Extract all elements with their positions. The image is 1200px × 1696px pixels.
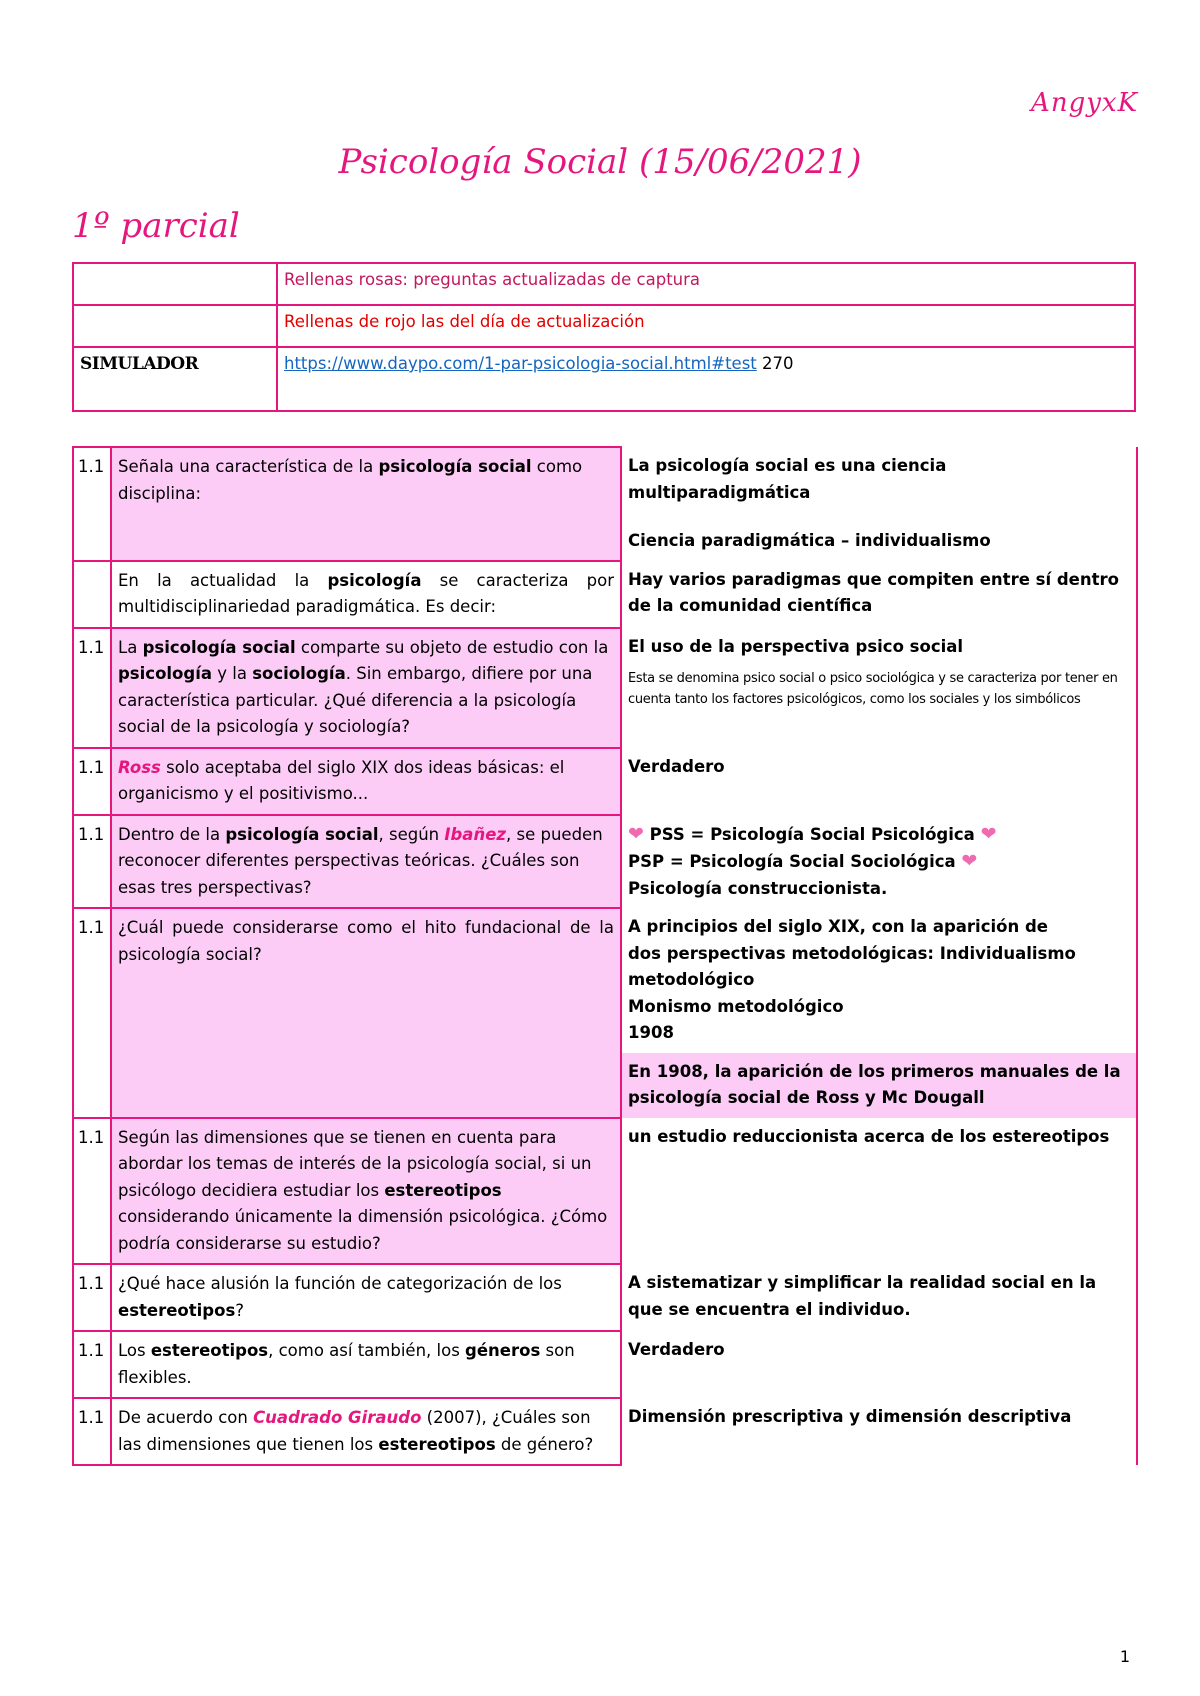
- table-row: [73, 447, 1137, 561]
- questions-table: [72, 446, 1138, 1466]
- heart-icon: ❤: [961, 850, 978, 872]
- page-number: 1: [1119, 1647, 1130, 1666]
- question-cell: Según las dimensiones que se tienen en cuenta para abordar los temas de interés de la psicología social, si un psicólogo decidiera estudiar los estereotipos considerando únicamente la dimensión psicológica. ¿Cómo podría considerarse su estudio?: [111, 1118, 621, 1265]
- question-cell: Ross solo aceptaba del siglo XIX dos ideas básicas: el organicismo y el positivismo...: [111, 748, 621, 815]
- table-row: [73, 628, 1137, 748]
- row-number: 1.1: [73, 748, 111, 815]
- answer-cell: Hay varios paradigmas que compiten entre sí dentro de la comunidad científica: [621, 561, 1137, 628]
- answer-cell: Verdadero: [621, 748, 1137, 815]
- table-row: [73, 1118, 1137, 1265]
- table-row: [73, 908, 1137, 1053]
- question-cell: La psicología social comparte su objeto de estudio con la psicología y la sociología. Sin embargo, difiere por una característica particular. ¿Qué diferencia a la psicología social de la psicología y sociología?: [111, 628, 621, 748]
- question-cell: Los estereotipos, como así también, los géneros son flexibles.: [111, 1331, 621, 1398]
- answer-cell: ❤ PSS = Psicología Social Psicológica ❤ PSP = Psicología Social Sociológica ❤ Psicología construccionista.: [621, 815, 1137, 909]
- question-cell: Dentro de la psicología social, según Ibañez, se pueden reconocer diferentes perspectivas teóricas. ¿Cuáles son esas tres perspectivas?: [111, 815, 621, 909]
- heart-icon: ❤: [628, 822, 644, 845]
- simulator-label-text: SIMULADOR: [80, 354, 199, 374]
- heart-icon: ❤: [980, 822, 997, 845]
- legend-red: Rellenas de rojo las del día de actualización: [277, 305, 1135, 347]
- question-cell: ¿Cuál puede considerarse como el hito fundacional de la psicología social?: [111, 908, 621, 1118]
- row-number: 1.1: [73, 815, 111, 909]
- simulator-cell: [277, 347, 1135, 411]
- page-title: Psicología Social (15/06/2021): [338, 142, 862, 182]
- answer-cell: La psicología social es una ciencia multiparadigmática Ciencia paradigmática – individualismo: [621, 447, 1137, 561]
- table-row: [73, 561, 1137, 628]
- answer-cell: A principios del siglo XIX, con la aparición de dos perspectivas metodológicas: Individualismo metodológico Monismo metodológico 1908: [621, 908, 1137, 1053]
- table-row: [73, 1331, 1137, 1398]
- question-cell: ¿Qué hace alusión la función de categorización de los estereotipos?: [111, 1264, 621, 1331]
- row-number: 1.1: [73, 447, 111, 561]
- info-cell-empty: [73, 305, 277, 347]
- table-row: [73, 1264, 1137, 1331]
- row-number: [73, 561, 111, 628]
- question-cell: En la actualidad la psicología se caracteriza por multidisciplinariedad paradigmática. Es decir:: [111, 561, 621, 628]
- row-number: 1.1: [73, 1264, 111, 1331]
- info-row-legend-red: [73, 305, 1135, 347]
- section-heading: 1º parcial: [72, 206, 240, 246]
- table-row: [73, 1398, 1137, 1465]
- question-cell: Señala una característica de la psicología social como disciplina:: [111, 447, 621, 561]
- answer-cell: Verdadero: [621, 1331, 1137, 1398]
- simulator-label: [73, 347, 277, 411]
- info-row-simulator: [73, 347, 1135, 411]
- row-number: 1.1: [73, 1331, 111, 1398]
- answer-cell: Dimensión prescriptiva y dimensión descriptiva: [621, 1398, 1137, 1465]
- row-number: 1.1: [73, 1398, 111, 1465]
- simulator-link[interactable]: https://www.daypo.com/1-par-psicologia-social.html#test: [284, 354, 757, 373]
- row-number: 1.1: [73, 628, 111, 748]
- info-cell-empty: [73, 263, 277, 305]
- author-signature: AngyxK: [1031, 88, 1138, 118]
- table-row: [73, 748, 1137, 815]
- answer-cell: El uso de la perspectiva psico social Esta se denomina psico social o psico sociológica y se caracteriza por tener en cuenta tanto los factores psicológicos, como los sociales y los simbólicos: [621, 628, 1137, 748]
- simulator-count: 270: [762, 354, 794, 373]
- legend-rose: Rellenas rosas: preguntas actualizadas de captura: [277, 263, 1135, 305]
- answer-cell: A sistematizar y simplificar la realidad social en la que se encuentra el individuo.: [621, 1264, 1137, 1331]
- row-number: 1.1: [73, 908, 111, 1118]
- answer-cell: un estudio reduccionista acerca de los estereotipos: [621, 1118, 1137, 1265]
- info-table: [72, 262, 1136, 412]
- info-row-legend-rose: [73, 263, 1135, 305]
- question-cell: De acuerdo con Cuadrado Giraudo (2007), ¿Cuáles son las dimensiones que tienen los estereotipos de género?: [111, 1398, 621, 1465]
- answer-cell: En 1908, la aparición de los primeros manuales de la psicología social de Ross y Mc Dougall: [621, 1053, 1137, 1118]
- row-number: 1.1: [73, 1118, 111, 1265]
- table-row: [73, 815, 1137, 909]
